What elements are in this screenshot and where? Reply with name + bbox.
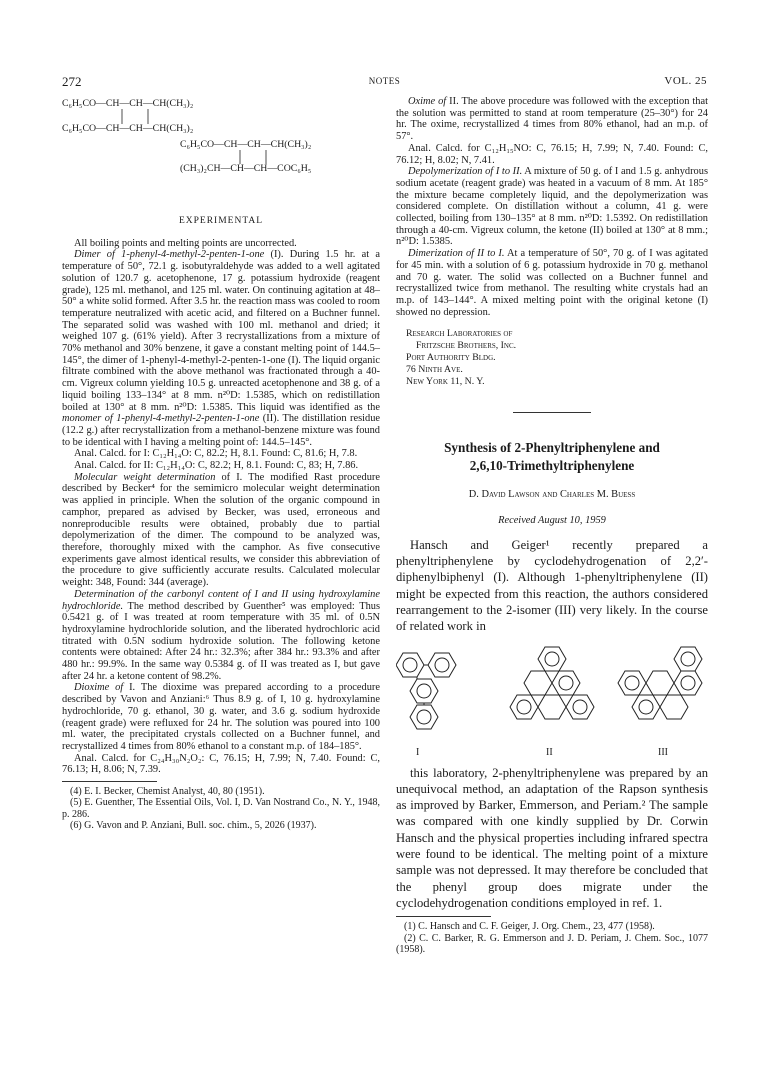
paragraph: All boiling points and melting points are uncorrected.: [74, 237, 297, 249]
page-header: [62, 74, 707, 90]
received-date: Received August 10, 1959: [498, 515, 606, 527]
paragraph: Determination of the carbonyl content of I and II using hydroxylamine hydrochloride. The method described by Guenther⁵ was employed: Thus 0.5421 g. of I was treated at room temperature with 35 ml. of 0.5N hydroxylamine hydrochloride solution, and the liberated hydrochloric acid titrated with 0.5N sodium hydroxide solution. The following ketone contents were obtained: After 24 hr.: 32.3%; after 384 hr.: 93.3% and after 480 hr.: 99.9%. In the same way 0.5384 g. of II was treated as I, but gave after 24 hr. a ketone content of 98.2%.: [62, 588, 380, 682]
structural-formula: [62, 96, 380, 188]
formula-line-4: (CH₃)₂CH—CH—CH—COC₆H₅: [180, 163, 312, 174]
formula-bonds: [62, 96, 380, 188]
page-number: 272: [62, 74, 82, 89]
section-rule: [513, 412, 591, 413]
paragraph: Dioxime of I. The dioxime was prepared according to a procedure described by Vavon and Anziani:⁶ Thus 8.9 g. of I, 10 g. hydroxylamine hydrochloride, 70 g. ethanol, 30 g. water, and 3.6 g. sodium hydroxide (reagent grade) were refluxed for 24 hr. The solution was poured into 100 ml. water, the precipitated crystals collected on a Buchner funnel, and recrystallized 4 times from 80% ethanol to a constant m.p. of 184–185°.: [62, 682, 380, 752]
structure-drawings: [396, 645, 708, 745]
experimental-heading: EXPERIMENTAL: [178, 216, 264, 226]
paragraph: this laboratory, 2-phenyltriphenylene was prepared by an unequivocal method, an adaptation of the Rapson synthesis as improved by Barker, Emmerson, and Periam.² The sample was compared with one kindly supplied by Dr. Corwin Hansch and the physical properties including infrared spectra were found to be identical. The melting point of a mixture sample was not depressed. It may therefore be concluded that the phenyl group does migrate under the cyclodehydrogenation conditions employed in ref. 1.: [396, 765, 708, 910]
footnote-6: (6) G. Vavon and P. Anziani, Bull. soc. chim., 5, 2026 (1937).: [70, 820, 317, 832]
structure-III: [618, 647, 702, 719]
paragraph: Oxime of II. The above procedure was followed with the exception that the solution was permitted to stand at room temperature (25–30°) for 24 hr. The oxime, recrystallized 4 times from 80% ethanol, had an m.p. of 57°.: [396, 96, 708, 143]
structure-label-III: III: [658, 746, 668, 758]
footnote-rule: [62, 781, 157, 782]
chemical-structures: [396, 645, 708, 761]
section-title: NOTES: [368, 76, 401, 86]
analysis-line: Anal. Calcd. for C₂₄H₃₀N₂O₂: C, 76.15; H, 7.99; N, 7.40. Found: C, 76.13; H, 8.06; N, 7.39.: [62, 752, 380, 776]
analysis-line: Anal. Calcd. for II: C₁₂H₁₄O: C, 82.2; H, 8.1. Found: C, 83; H, 7.86.: [74, 460, 359, 472]
structure-label-I: I: [416, 746, 420, 758]
analysis-line: Anal. Calcd. for C₁₂H₁₅NO: C, 76.15; H, 7.99; N, 7.40. Found: C, 76.12; H, 8.02; N, 7.41.: [396, 142, 708, 166]
paragraph: Molecular weight determination of I. The modified Rast procedure described by Becker⁴ for the semimicro molecular weight determination was applied in principle. When the solution of the organic compound in camphor, prepared as advised by Becker, was used, erroneous and nonreproducible results were obtained, probably due to partial depolymerization of the dimer. The compound to be analyzed was, therefore, thoroughly mixed with the camphor. As five consecutive experiments gave almost identical results, we consider this abbreviation of the procedure to give sufficiently accurate results. Calculated molecular weight: 348, Found: 344 (average).: [62, 471, 381, 589]
footnote-1: (1) C. Hansch and C. F. Geiger, J. Org. Chem., 23, 477 (1958).: [404, 921, 655, 933]
paragraph: Depolymerization of I to II. A mixture of 50 g. of I and 1.5 g. anhydrous sodium acetate (reagent grade) was heated in a vacuum of 8 mm. At 185° the mixture became completely liquid, and the depolymerization was considered complete. On distillation without a column, 41 g. were collected, boiling from 130–135° at 8 mm. n²⁰D: 1.5392. On redistillation through a 40-cm. Vigreux column, the ketone (II) boiled at 130° at 8 mm.; n²⁰D: 1.5385.: [396, 166, 708, 248]
authors: D. David Lawson and Charles M. Buess: [468, 489, 636, 501]
article-title: Synthesis of 2-Phenyltriphenylene and 2,6,10-Trimethyltriphenylene: [444, 440, 660, 474]
paragraph: Hansch and Geiger¹ recently prepared a phenyltriphenylene by cyclodehydrogenation of 2,2′-diphenylbiphenyl (I). Although 1-phenyltriphenylene (II) might be expected from this reaction, the authors considered rearrangement to the 2-isomer (III) very likely. In the course of related work in: [396, 537, 708, 634]
footnote-4: (4) E. I. Becker, Chemist Analyst, 40, 80 (1951).: [70, 786, 265, 798]
left-column: [62, 96, 380, 832]
structure-label-II: II: [546, 746, 553, 758]
footnote-5: (5) E. Guenther, The Essential Oils, Vol. I, D. Van Nostrand Co., N. Y., 1948, p. 286.: [62, 797, 380, 820]
formula-line-2: C₆H₅CO—CH—CH—CH(CH₃)₂: [62, 123, 194, 134]
structure-I: [396, 653, 456, 729]
footnotes-right: [396, 916, 708, 955]
paragraph: Dimerization of II to I. At a temperature of 50°, 70 g. of I was agitated for 45 min. with a solution of 6 g. potassium hydroxide in 70 g. methanol and 70 g. water. The solid was collected on a Buchner funnel and recrystallized twice from methanol. The resulting white crystals had an m.p. of 143–144°. A mixed melting point with the original ketone (I) showed no depression.: [396, 248, 709, 318]
volume-label: VOL. 25: [664, 75, 707, 87]
paragraph: Dimer of 1-phenyl-4-methyl-2-penten-1-one (I). During 1.5 hr. at a temperature of 50°, 72.1 g. isobutyraldehyde was added to a well agitated solution of 120.7 g. acetophenone, 17 g. potassium hydroxide (reagent grade), 125 ml. methanol, and 125 ml. water. On continuing agitation at 48–50° a white solid formed. After 3.5 hr. the reaction mass was cooled to room temperature neutralized with acetic acid, and filtered on a Buchner funnel. The separated solid was washed with 100 ml. methanol and dried; it weighed 107 g. (61% yield). After 3 recrystallizations from a mixture of 70% methanol and 30% benzene, it gave a constant melting point of 144.5–145°, the dimer of 1-phenyl-4-methyl-2-penten-1-one (I). The liquid organic filtrate combined with the above methanol was fractionated through a 40-cm. Vigreux column yielding 10.5 g. unreacted acetophenone and 38 g. of a liquid boiling 133–134° at 8 mm. n²⁰D: 1.5385, which on redistillation boiled at 130° at 8 mm. n²⁰D: 1.5385. This liquid was identified as the monomer of 1-phenyl-4-methyl-2-penten-1-one (II). The distillation residue (12.2 g.) after recrystallization from a methanol-benzene mixture was found to be identical with I having a melting point of: 144.5–145°.: [62, 249, 381, 448]
structure-II: [510, 647, 594, 719]
formula-line-1: C₆H₅CO—CH—CH—CH(CH₃)₂: [62, 98, 194, 109]
footnote-2: (2) C. C. Barker, R. G. Emmerson and J. D. Periam, J. Chem. Soc., 1077 (1958).: [396, 932, 708, 956]
right-column: [396, 96, 708, 955]
analysis-line: Anal. Calcd. for I: C₁₂H₁₄O: C, 82.2; H, 8.1. Found: C, 81.6; H, 7.8.: [74, 448, 358, 460]
footnotes-left: [62, 781, 380, 832]
article-body: [396, 537, 708, 911]
formula-line-3: C₆H₅CO—CH—CH—CH(CH₃)₂: [180, 139, 312, 150]
affiliation: Research Laboratories of Fritzsche Brothers, Inc. Port Authority Bldg. 76 Ninth Ave. New York 11, N. Y.: [406, 328, 517, 388]
footnote-rule: [396, 916, 491, 917]
